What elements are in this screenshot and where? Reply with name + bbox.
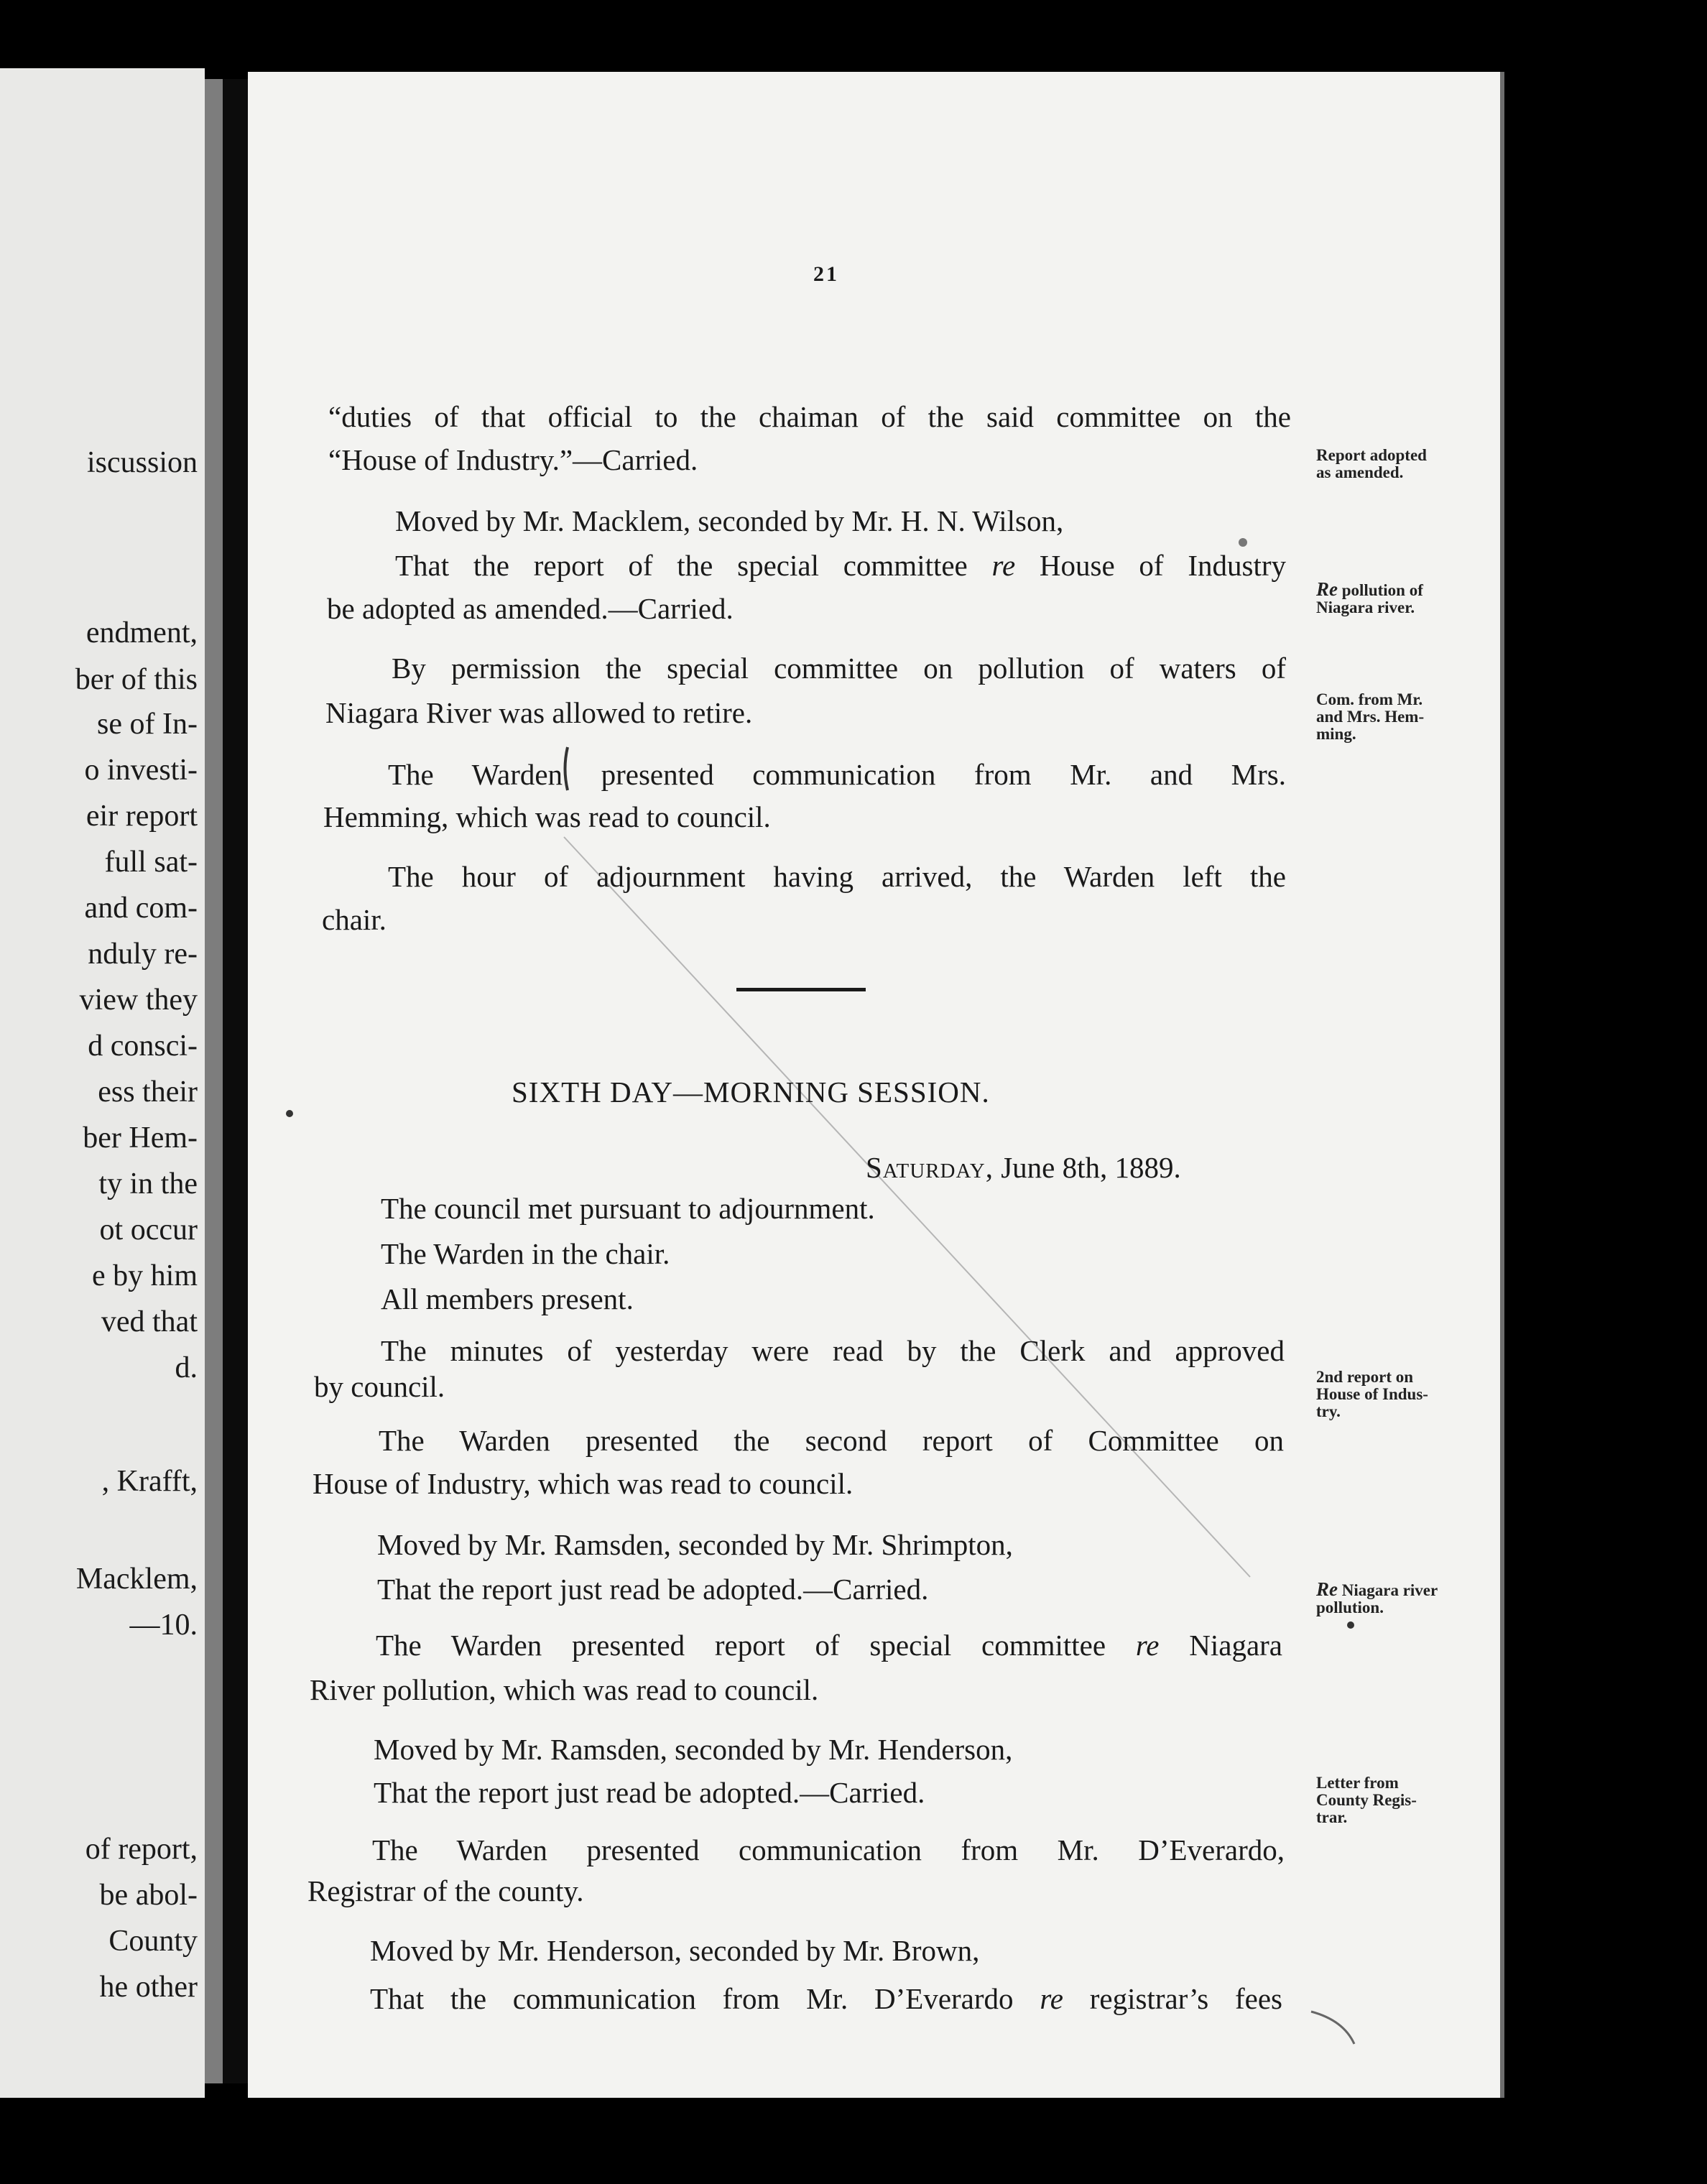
text-span: That the communication from Mr. D’Everardo <box>370 1982 1040 2015</box>
side-note-line: Niagara river. <box>1316 598 1415 616</box>
ink-speck <box>1239 538 1247 547</box>
side-note <box>1316 1774 1489 1826</box>
left-fragment: be abol- <box>99 1879 198 1912</box>
text-line: House of Industry, which was read to council. <box>313 1467 854 1500</box>
left-fragment: ved that <box>101 1305 198 1338</box>
side-note-line: and Mrs. Hem- <box>1316 708 1425 726</box>
side-note <box>1316 691 1489 743</box>
left-fragment: full sat- <box>104 846 198 879</box>
text-line: That the report just read be adopted.—Carried. <box>374 1776 925 1809</box>
left-facing-page <box>0 68 205 2098</box>
text-line <box>395 551 1286 580</box>
italic-re: re <box>1135 1629 1160 1662</box>
text-line: Hemming, which was read to council. <box>323 800 771 833</box>
date-day: Saturday, <box>866 1151 994 1184</box>
left-fragment: ber Hem- <box>83 1121 198 1155</box>
italic-re: Re <box>1316 1578 1338 1600</box>
left-fragment: ber of this <box>75 663 198 696</box>
section-rule <box>736 988 866 991</box>
text-line: The Warden presented communication from Mr. D’Everardo, <box>372 1833 1285 1866</box>
side-note-line: Com. from Mr. <box>1316 690 1423 708</box>
text-line: by council. <box>314 1370 445 1403</box>
text-line: Niagara River was allowed to retire. <box>325 696 753 729</box>
left-fragment: eir report <box>85 800 198 833</box>
session-date <box>866 1153 1181 1183</box>
text-line: “duties of that official to the chaiman of the said committee on the <box>328 400 1291 433</box>
text-line: The Warden in the chair. <box>381 1237 670 1270</box>
left-fragment: endment, <box>85 616 198 649</box>
text-span: The Warden presented report of special committee <box>376 1629 1136 1662</box>
side-note-line: as amended. <box>1316 463 1404 481</box>
left-fragment: d. <box>175 1351 198 1384</box>
ink-speck <box>1347 1621 1354 1629</box>
left-fragment: he other <box>99 1971 198 2004</box>
text-line: be adopted as amended.—Carried. <box>327 592 734 625</box>
side-note-line: County Regis- <box>1316 1791 1417 1809</box>
text-line: Moved by Mr. Henderson, seconded by Mr. Brown, <box>370 1934 980 1967</box>
text-span: registrar’s fees <box>1063 1982 1282 2015</box>
side-note-line <box>1316 580 1489 599</box>
italic-re: Re <box>1316 578 1338 600</box>
page-edge <box>1500 72 1504 2098</box>
text-line: The council met pursuant to adjournment. <box>381 1192 875 1225</box>
left-fragment: se of In- <box>97 708 198 741</box>
left-fragment: view they <box>79 984 198 1017</box>
left-fragment: o investi- <box>84 754 198 787</box>
main-page <box>248 72 1502 2098</box>
text-span: pollution of <box>1338 581 1423 599</box>
left-fragment: Macklem, <box>75 1563 198 1596</box>
text-line: “House of Industry.”—Carried. <box>328 443 698 476</box>
left-fragment: ot occur <box>99 1213 198 1246</box>
text-line <box>376 1631 1282 1660</box>
side-note <box>1316 447 1489 481</box>
pen-stroke <box>1311 2012 1354 2044</box>
side-note-line: try. <box>1316 1402 1341 1420</box>
ink-speck <box>286 1110 293 1117</box>
side-note <box>1316 1578 1489 1616</box>
text-line: Moved by Mr. Macklem, seconded by Mr. H. N. Wilson, <box>395 504 1064 537</box>
side-note-line: House of Indus- <box>1316 1385 1428 1403</box>
side-note-line: Report adopted <box>1316 446 1427 464</box>
italic-re: re <box>1040 1982 1063 2015</box>
left-fragment: ty in the <box>98 1167 198 1200</box>
book-gutter <box>223 79 248 2083</box>
side-note-line: 2nd report on <box>1316 1368 1414 1386</box>
text-line <box>370 1984 1282 2014</box>
text-line: That the report just read be adopted.—Carried. <box>377 1573 929 1606</box>
text-line: Moved by Mr. Ramsden, seconded by Mr. Shrimpton, <box>377 1528 1013 1561</box>
side-note-line <box>1316 1578 1489 1600</box>
left-fragment: County <box>108 1925 198 1958</box>
text-line: chair. <box>322 903 387 936</box>
text-line: Registrar of the county. <box>307 1874 584 1907</box>
page-number: 21 <box>813 262 839 286</box>
text-line: The hour of adjournment having arrived, the Warden left the <box>388 860 1286 893</box>
left-fragment: iscussion <box>86 446 198 479</box>
side-note-line: pollution. <box>1316 1598 1384 1616</box>
left-fragment: of report, <box>85 1833 198 1866</box>
text-line: The Warden presented communication from Mr. and Mrs. <box>388 758 1286 791</box>
session-heading: SIXTH DAY—MORNING SESSION. <box>512 1075 990 1109</box>
text-line: The Warden presented the second report of Committee on <box>379 1424 1284 1457</box>
left-fragment: , Krafft, <box>101 1465 198 1498</box>
side-note <box>1316 580 1489 616</box>
text-line: The minutes of yesterday were read by the Clerk and approved <box>381 1334 1285 1367</box>
text-line: All members present. <box>381 1282 634 1315</box>
text-line: River pollution, which was read to council. <box>310 1673 819 1706</box>
side-note <box>1316 1369 1489 1420</box>
book-gutter-shadow <box>205 79 223 2083</box>
date-rest: June 8th, 1889. <box>993 1151 1181 1184</box>
left-fragment: —10. <box>129 1609 198 1642</box>
side-note-line: ming. <box>1316 725 1356 743</box>
side-note-line: Letter from <box>1316 1774 1399 1792</box>
text-span: House of Industry <box>1015 549 1286 582</box>
left-fragment: ess their <box>98 1075 198 1109</box>
left-fragment: nduly re- <box>88 938 198 971</box>
left-fragment: d consci- <box>88 1029 198 1063</box>
left-fragment: e by him <box>92 1259 198 1292</box>
text-line: By permission the special committee on pollution of waters of <box>392 652 1286 685</box>
text-span: Niagara <box>1159 1629 1282 1662</box>
left-fragment: and com- <box>84 892 198 925</box>
italic-re: re <box>991 549 1016 582</box>
side-note-line: trar. <box>1316 1808 1348 1826</box>
text-span: That the report of the special committee <box>395 549 992 582</box>
text-line: Moved by Mr. Ramsden, seconded by Mr. Henderson, <box>374 1733 1013 1766</box>
text-span: Niagara river <box>1338 1581 1438 1599</box>
